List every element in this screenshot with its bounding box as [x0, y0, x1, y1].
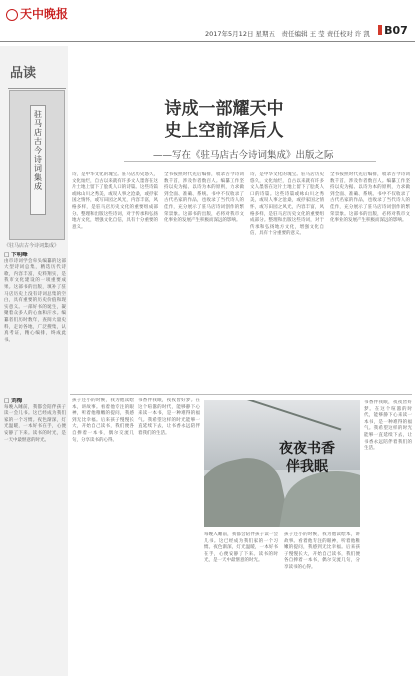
masthead-text: 天中晚报 — [20, 7, 69, 21]
article-divider — [70, 394, 412, 395]
article2-title-line-2: 伴我眠 — [286, 459, 328, 475]
article2-text: 孩子还小的时候，我为他读绘本，讲故事。看着他专注的眼神，听着他稚嫩的提问，我感到无比幸福。后来孩子慢慢长大，开始自己读书，我们便各自捧着一本书，偶尔交流几句，分享读书的心得。 — [284, 532, 360, 570]
article2-body-column — [284, 532, 360, 672]
article-title — [124, 98, 324, 142]
article2-text: 每晚入睡前，我都会陪伴孩子读一会儿书。这已经成为我们家的一个习惯。夜色渐深，灯光温暖，一本好书在手，心便安静了下来。读书的时光，是一天中最惬意的时光。 — [204, 532, 278, 564]
page-number-marker — [378, 25, 382, 35]
article-author: □ 卞明峰 — [4, 252, 28, 258]
article-text: 全书按照时代先后编排，收录古今诗词数千首，涉及作者数百人。编纂工作坚持以史为据、以诗为本的原则，力求做到全面、准确、系统。书中不仅收录了古代名家的作品，也收录了当代诗人的佳作，充分展示了驻马店诗词创作的繁荣景象。这部书的出版，必将对我市文化事业的发展产生积极而深远的影响。 — [330, 172, 410, 224]
article-text: 诗，是中华文化的瑰宝。驻马店历史悠久，文化灿烂，自古以来就有许多文人墨客在这片土地上留下了脍炙人口的诗篇。这些诗篇或咏山川之秀美，或叹人事之沧桑，或抒家国之情怀，或写田园之风光，内容丰富，风格多样，是驻马店历史文化的重要组成部分。整理和出版这些诗词，对于传承和弘扬地方文化，增强文化自信，具有十分重要的意义。 — [72, 172, 158, 230]
dateline: 2017年5月12日 星期五 责任编辑 王 莹 责任校对 许 凯 — [205, 30, 370, 38]
article-subtitle: ——写在《驻马店古今诗词集成》出版之际 — [153, 150, 334, 161]
article2-body-column — [72, 398, 134, 668]
section-title: 品读 — [10, 66, 37, 81]
masthead-seal-icon — [6, 9, 18, 21]
page-number — [374, 24, 412, 38]
article2-text: 每晚入睡前，我都会陪伴孩子读一会儿书。这已经成为我们家的一个习惯。夜色渐深，灯光温暖，一本好书在手，心便安静了下来。读书的时光，是一天中最惬意的时光。 — [4, 404, 66, 443]
article2-text: 书香伴我眠，夜夜皆好梦。在这个喧嚣的时代，能够静下心来读一本书，是一种难得的福气。我希望这样的时光能够一直延续下去，让书香永远陪伴着我们的生活。 — [364, 400, 412, 452]
book-caption: 《驻马店古今诗词集成》 — [4, 243, 60, 249]
article2-title — [272, 440, 342, 476]
article-title-line-2: 史上空前泽后人 — [164, 121, 284, 141]
article2-title-line-1: 夜夜书香 — [279, 441, 335, 457]
article-body-column — [4, 252, 66, 392]
article-text: 全书按照时代先后编排，收录古今诗词数千首，涉及作者数百人。编纂工作坚持以史为据、以诗为本的原则，力求做到全面、准确、系统。书中不仅收录了古代名家的作品，也收录了当代诗人的佳作，充分展示了驻马店诗词创作的繁荣景象。这部书的出版，必将对我市文化事业的发展产生积极而深远的影响。 — [164, 172, 244, 224]
article-body-column — [72, 172, 158, 392]
article2-body-column — [364, 400, 412, 670]
article-title-line-1: 诗成一部耀天中 — [164, 99, 284, 119]
article-body-column — [164, 172, 244, 392]
article2-text: 孩子还小的时候，我为他读绘本，讲故事。看着他专注的眼神，听着他稚嫩的提问，我感到无比幸福。后来孩子慢慢长大，开始自己读书，我们便各自捧着一本书，偶尔交流几句，分享读书的心得。 — [72, 398, 134, 443]
masthead-logo — [6, 5, 69, 23]
book-spine-title: 驻马店古今诗词集成 — [30, 105, 46, 215]
page-number-text: B07 — [384, 24, 408, 37]
article2-text: 书香伴我眠，夜夜皆好梦。在这个喧嚣的时代，能够静下心来读一本书，是一种难得的福气。我希望这样的时光能够一直延续下去，让书香永远陪伴着我们的生活。 — [138, 398, 200, 436]
article2-body-column — [138, 398, 200, 668]
article-text: 由市诗词学会牵头编纂的这部大型诗词总集，精选历代诗歌，内容丰富，史料翔实，是我市文化建设的一项重要成果。这部书的出版，填补了驻马店历史上没有诗词总集的空白，具有重要的历史价值和现实意义。一部好书的诞生，凝聚着众多人的心血和汗水。编纂者们历时数年，查阅大量史料，走访各地，广泛搜集，认真考证，精心编排，终成此书。 — [4, 258, 66, 343]
article-body-column — [330, 172, 410, 392]
article-text: 诗，是中华文化的瑰宝。驻马店历史悠久，文化灿烂，自古以来就有许多文人墨客在这片土地上留下了脍炙人口的诗篇。这些诗篇或咏山川之秀美，或叹人事之沧桑，或抒家国之情怀，或写田园之风光，内容丰富，风格多样，是驻马店历史文化的重要组成部分。整理和出版这些诗词，对于传承和弘扬地方文化，增强文化自信，具有十分重要的意义。 — [250, 172, 324, 237]
article2-author: □ 刘梅 — [4, 398, 23, 404]
article2-body-column — [4, 398, 66, 668]
article-body-column — [250, 172, 324, 392]
header-divider — [0, 41, 415, 42]
section-divider — [8, 88, 66, 89]
article2-body-column — [204, 532, 278, 672]
title-divider — [124, 161, 376, 162]
book-cover-image — [9, 90, 65, 240]
